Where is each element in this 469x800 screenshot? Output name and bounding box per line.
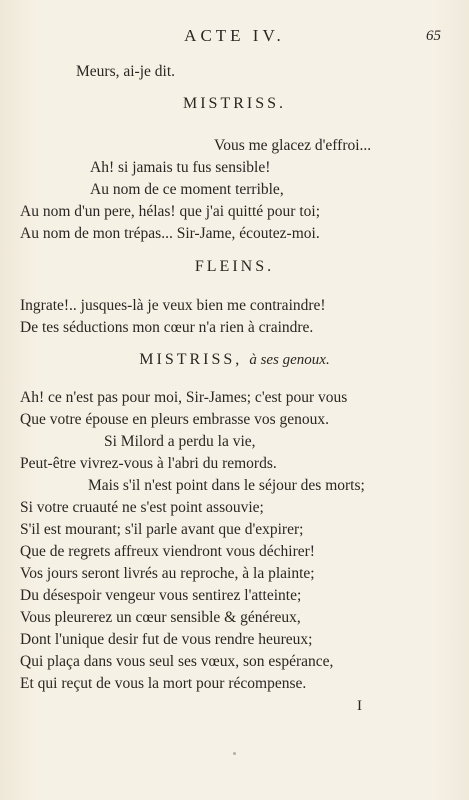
verse-line: Ingrate!.. jusques-là je veux bien me contraindre! (20, 297, 326, 314)
verse-line: Et qui reçut de vous la mort pour récompense. (20, 675, 307, 692)
paper-speck (233, 752, 236, 755)
page-number: 65 (426, 28, 441, 44)
verse-line: Ah! si jamais tu fus sensible! (90, 159, 271, 176)
stage-direction: à ses genoux. (249, 352, 330, 368)
verse-line: Dont l'unique desir fut de vous rendre heureux; (20, 631, 313, 648)
verse-line: Vos jours seront livrés au reproche, à la plainte; (20, 565, 315, 582)
verse-line: Mais s'il n'est point dans le séjour des morts; (88, 477, 365, 494)
speaker-with-direction (0, 351, 469, 369)
verse-line: Peut-être vivrez-vous à l'abri du remords. (20, 455, 277, 472)
verse-line: Au nom de ce moment terrible, (90, 181, 284, 198)
verse-line: Ah! ce n'est pas pour moi, Sir-James; c'est pour vous (20, 389, 348, 406)
verse-line: Qui plaça dans vous seul ses vœux, son espérance, (20, 653, 334, 670)
verse-line: Vous pleurerez un cœur sensible & généreux, (20, 609, 301, 626)
verse-line: Que de regrets affreux viendront vous déchirer! (20, 543, 315, 560)
verse-line: Meurs, ai-je dit. (76, 63, 176, 80)
verse-line: Au nom de mon trépas... Sir-Jame, écoutez-moi. (20, 225, 320, 242)
running-title: ACTE IV. (184, 26, 285, 45)
verse-line: S'il est mourant; s'il parle avant que d'expirer; (20, 521, 304, 538)
verse-line: De tes séductions mon cœur n'a rien à craindre. (20, 319, 314, 336)
speaker-name: MISTRISS. (182, 95, 287, 112)
verse-line: Si votre cruauté ne s'est point assouvie; (20, 499, 264, 516)
verse-line: Du désespoir vengeur vous sentirez l'atteinte; (20, 587, 302, 604)
speaker-name: FLEINS. (194, 258, 275, 275)
speaker-name: MISTRISS, (139, 351, 243, 368)
verse-line: Au nom d'un pere, hélas! que j'ai quitté pour toi; (20, 203, 321, 220)
verse-line: Vous me glacez d'effroi... (214, 137, 372, 154)
verse-line: Que votre épouse en pleurs embrasse vos genoux. (20, 411, 330, 428)
verse-line: Si Milord a perdu la vie, (104, 433, 256, 450)
catchword: I (357, 698, 362, 714)
